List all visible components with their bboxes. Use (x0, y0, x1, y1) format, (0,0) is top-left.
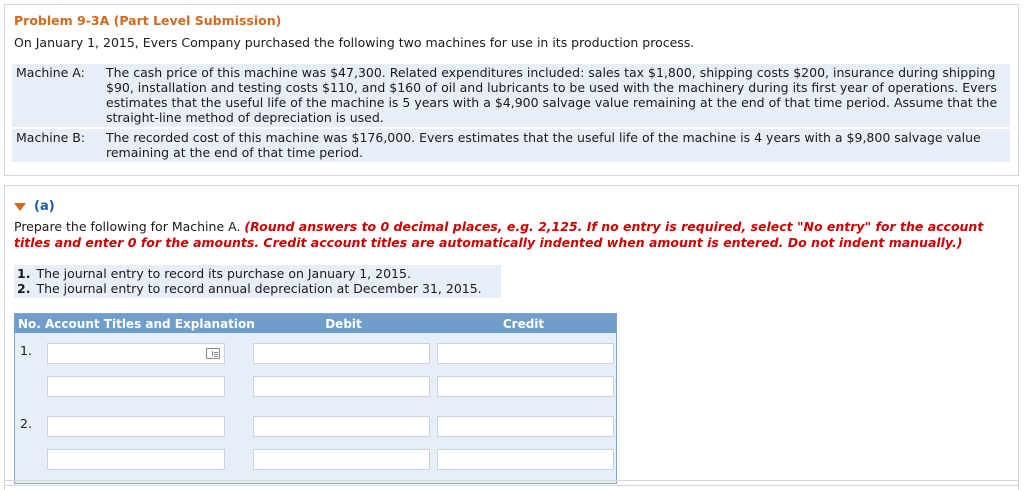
step-number: 2. (17, 281, 31, 296)
problem-intro: On January 1, 2015, Evers Company purchased the following two machines for use in its production process. (14, 35, 695, 50)
debit-input[interactable] (253, 376, 430, 397)
credit-input[interactable] (437, 343, 614, 364)
account-title-input[interactable] (47, 449, 225, 470)
part-a-label: (a) (34, 199, 55, 214)
step-item (17, 266, 501, 281)
part-a-toggle[interactable] (14, 199, 55, 214)
rounding-note: (Round answers to 0 decimal places, e.g. 2,125. If no entry is required, select "No entry" for the account titles and enter 0 for the amounts. Credit account titles are automatically indented when amount is entered. Do not indent manually.) (14, 219, 984, 250)
header-account: No. Account Titles and Explanation (18, 316, 255, 331)
journal-header (15, 314, 616, 333)
entry-number: 2. (20, 416, 32, 431)
account-title-input[interactable] (47, 416, 225, 437)
machine-b-label: Machine B: (16, 130, 86, 145)
debit-input[interactable] (253, 416, 430, 437)
machines-table (12, 64, 1010, 164)
machine-a-row (12, 64, 1010, 127)
step-item (17, 281, 501, 296)
step-number: 1. (17, 266, 31, 281)
collapse-triangle-icon[interactable] (14, 203, 26, 211)
problem-title: Problem 9-3A (Part Level Submission) (14, 13, 282, 28)
part-a-card (4, 185, 1019, 486)
step-text: The journal entry to record its purchase on January 1, 2015. (36, 266, 411, 281)
header-credit: Credit (502, 316, 545, 331)
account-title-input[interactable] (47, 343, 225, 364)
entry-number: 1. (20, 343, 32, 358)
machine-b-row (12, 129, 1010, 162)
machine-a-text: The cash price of this machine was $47,300. Related expenditures included: sales tax $1,800, shipping costs $200, insurance during shipping $90, installation and testing costs $110, and $160 of oil and lubricants to be used with the machinery during its first year of operations. Evers estimates that the useful life of the machine is 5 years with a $4,900 salvage value remaining at the end of that time period. Assume that the straight-line method of depreciation is used. (106, 65, 998, 125)
journal-body (15, 333, 616, 483)
credit-input[interactable] (437, 416, 614, 437)
account-list-icon[interactable] (206, 348, 220, 359)
journal-table (14, 313, 617, 484)
step-text: The journal entry to record annual depreciation at December 31, 2015. (36, 281, 482, 296)
steps-list (14, 265, 501, 298)
part-instructions (14, 219, 1014, 250)
account-title-input[interactable] (47, 376, 225, 397)
next-card-edge (4, 480, 1019, 490)
debit-input[interactable] (253, 343, 430, 364)
problem-card (4, 4, 1019, 176)
credit-input[interactable] (437, 449, 614, 470)
machine-a-label: Machine A: (16, 65, 85, 80)
instruction-text: Prepare the following for Machine A. (14, 219, 241, 234)
machine-b-text: The recorded cost of this machine was $176,000. Evers estimates that the useful life of the machine is 4 years with a $9,800 salvage value remaining at the end of that time period. (106, 130, 981, 160)
credit-input[interactable] (437, 376, 614, 397)
debit-input[interactable] (253, 449, 430, 470)
header-debit: Debit (325, 316, 362, 331)
